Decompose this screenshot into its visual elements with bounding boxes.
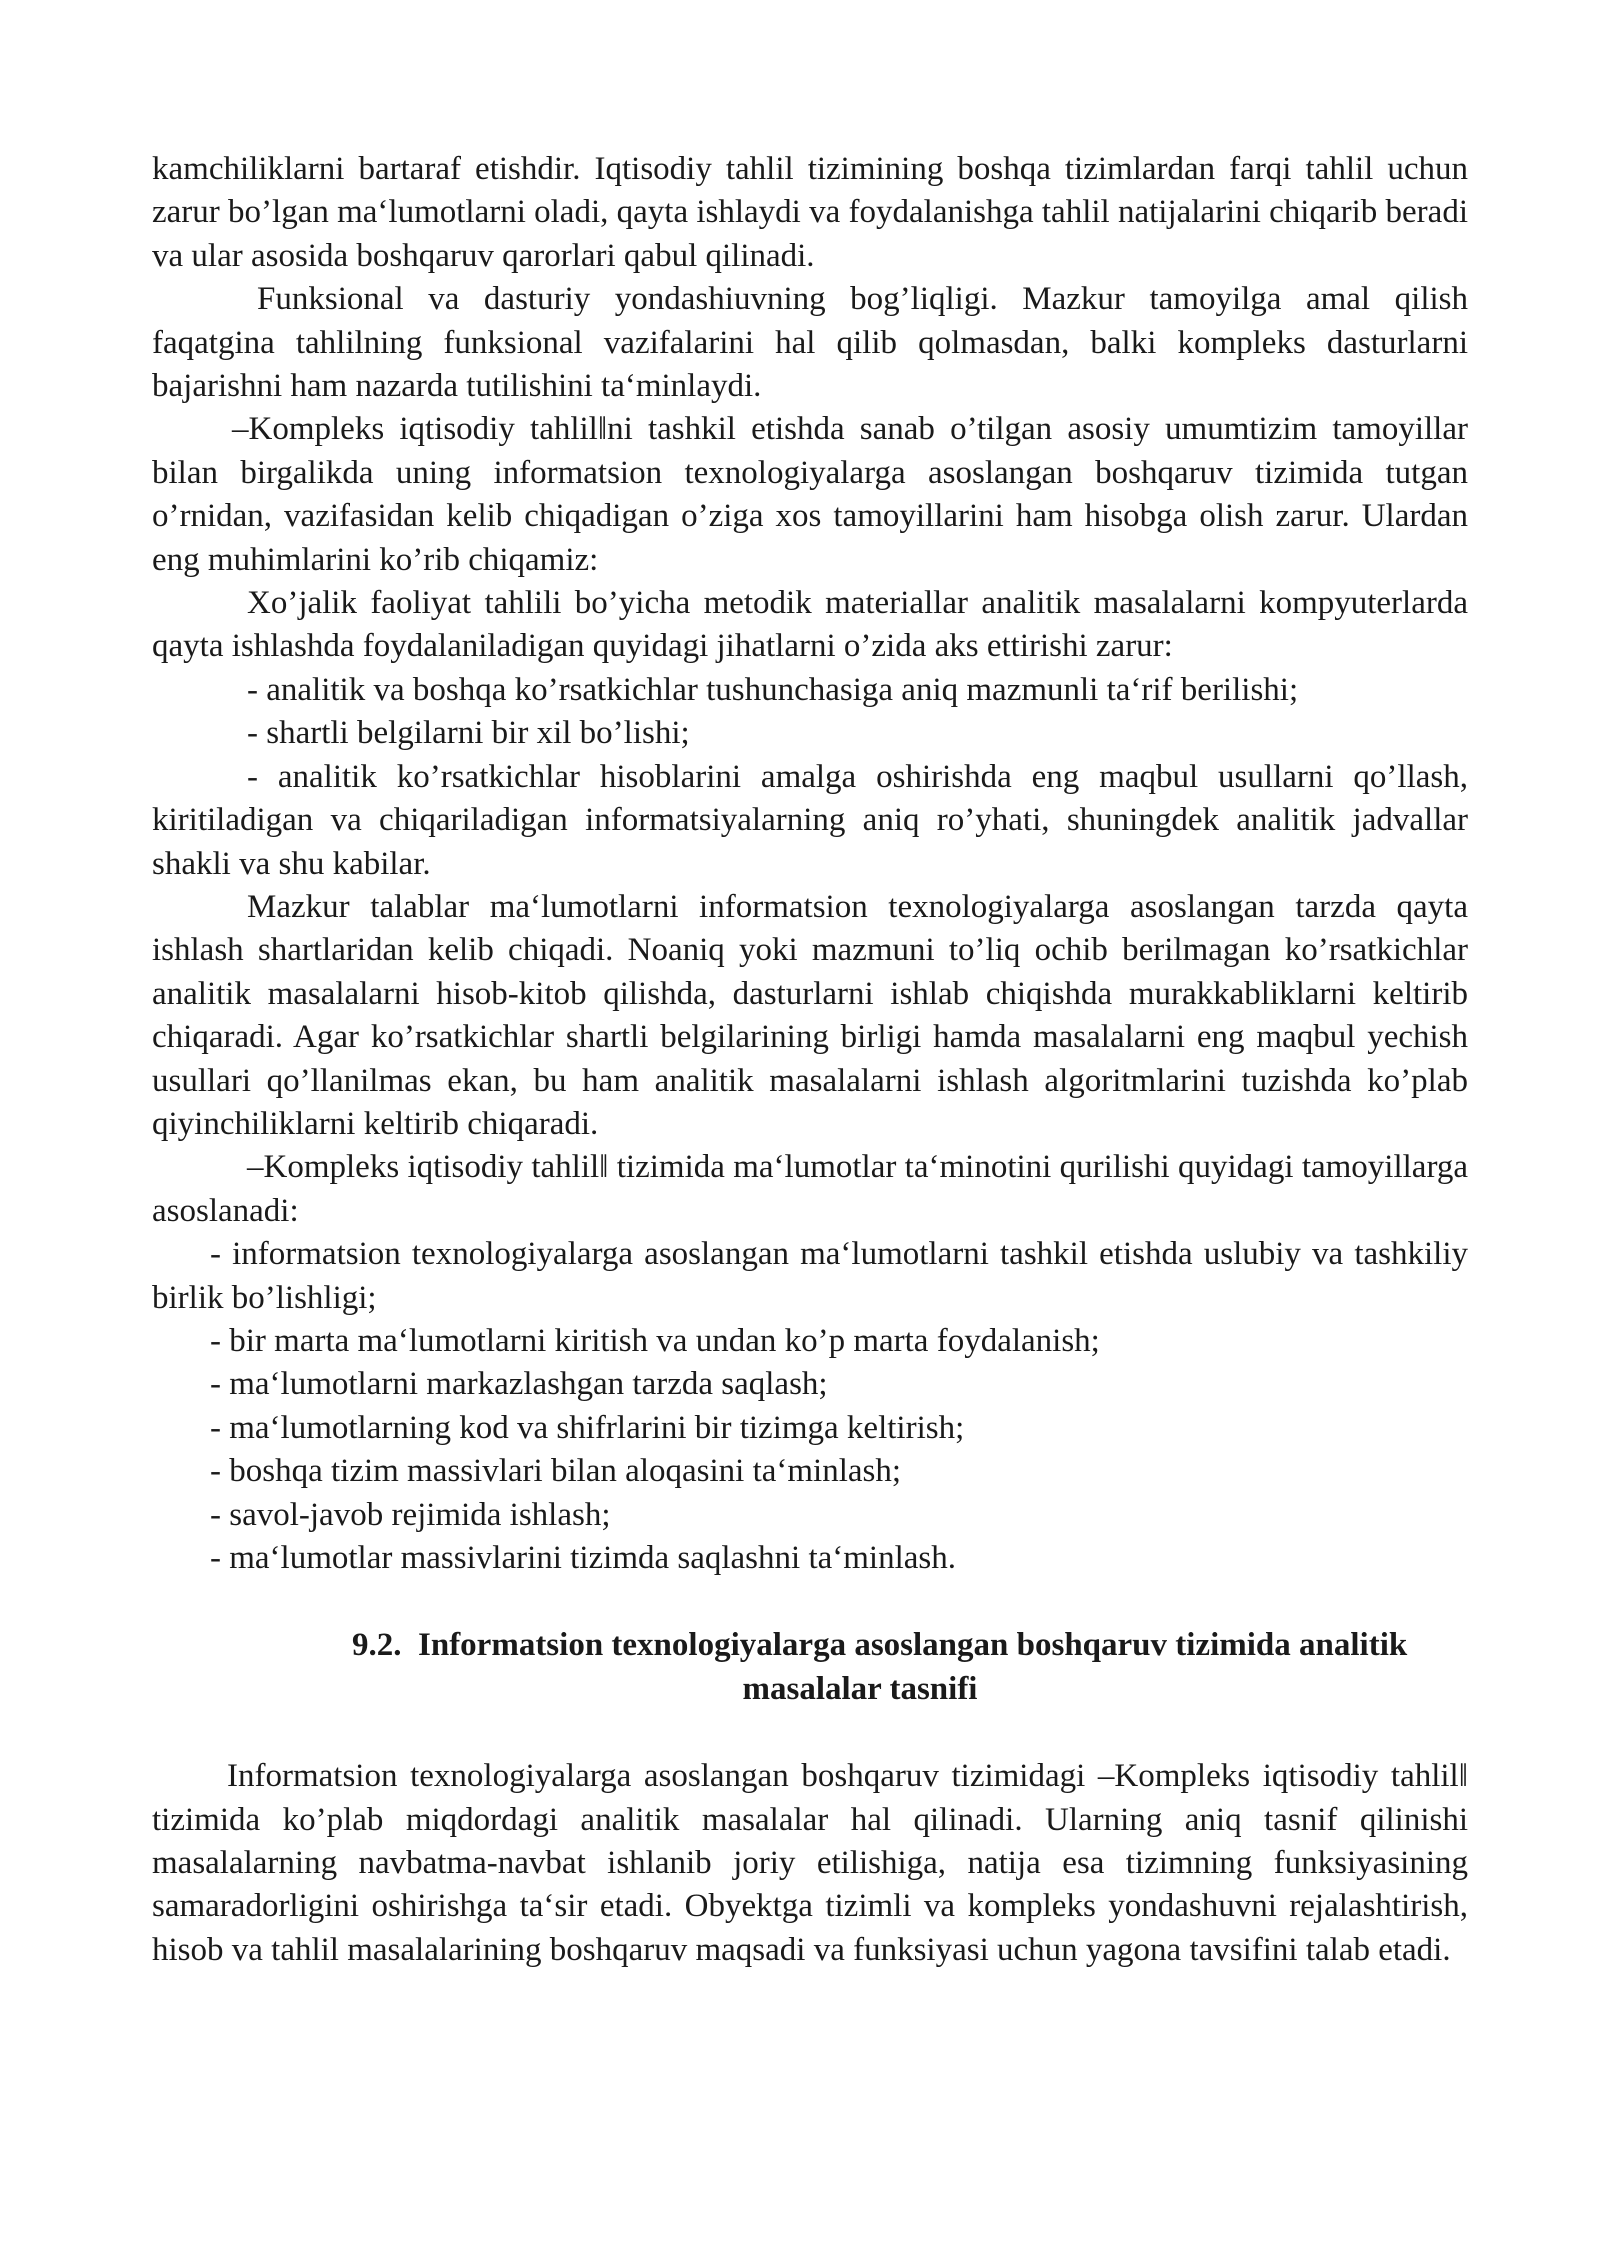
spacer — [152, 1711, 1468, 1755]
list-item: - ma‘lumotlarni markazlashgan tarzda saqlash; — [210, 1366, 828, 1403]
spacer — [152, 1580, 1468, 1624]
paragraph: Funksional va dasturiy yondashiuvning bog’liqligi. Mazkur tamoyilga amal qilish faqatgina tahlilning funksional vazifalarini hal qilib qolmasdan, balki kompleks dasturlarni bajarishni ham nazarda tutilishini ta‘minlaydi. — [152, 281, 1468, 405]
list-item: - savol-javob rejimida ishlash; — [210, 1496, 611, 1533]
document-page — [152, 148, 1468, 1972]
list-item: - analitik ko’rsatkichlar hisoblarini amalga oshirishda eng maqbul usullarni qo’llash, kiritiladigan va chiqariladigan informatsiyalarning aniq ro’yhati, shuningdek analitik jadvallar shakli va shu kabilar. — [152, 758, 1468, 882]
paragraph: –Kompleks iqtisodiy tahlil‖ni tashkil etishda sanab o’tilgan asosiy umumtizim tamoyillar bilan birgalikda uning informatsion texnologiyalarga asoslangan boshqaruv tizimida tutgan o’rnidan, vazifasidan kelib chiqadigan o’ziga xos tamoyillarini ham hisobga olish zarur. Ulardan eng muhimlarini ko’rib chiqamiz: — [152, 411, 1468, 578]
section-title-line1: Informatsion texnologiyalarga asoslangan boshqaruv tizimida analitik — [418, 1627, 1408, 1664]
paragraph: Informatsion texnologiyalarga asoslangan boshqaruv tizimidagi –Kompleks iqtisodiy tahlil‖ tizimida ko’plab miqdordagi analitik masalalar hal qilinadi. Ularning aniq tasnif qilinishi masalalarning navbatma-navbat ishlanib joriy etilishiga, natija esa tizimning funksiyasining samaradorligini oshirishga ta‘sir etadi. Obyektga tizimli va kompleks yondashuvni rejalashtirish, hisob va tahlil masalalarining boshqaruv maqsadi va funksiyasi uchun yagona tavsifini talab etadi. — [152, 1758, 1468, 1968]
list-item: - boshqa tizim massivlari bilan aloqasini ta‘minlash; — [210, 1453, 902, 1490]
list-item: - shartli belgilarni bir xil bo’lishi; — [247, 715, 690, 752]
list-item: - bir marta ma‘lumotlarni kiritish va undan ko’p marta foydalanish; — [210, 1322, 1100, 1359]
section-heading — [152, 1624, 1468, 1711]
section-heading-line1 — [252, 1624, 1468, 1667]
paragraph: Xo’jalik faoliyat tahlili bo’yicha metodik materiallar analitik masalalarni kompyuterlarda qayta ishlashda foydalaniladigan quyidagi jihatlarni o’zida aks ettirishi zarur: — [152, 585, 1468, 665]
list-item: - ma‘lumotlarning kod va shifrlarini bir tizimga keltirish; — [210, 1409, 965, 1446]
section-number: 9.2. — [352, 1627, 402, 1664]
paragraph: –Kompleks iqtisodiy tahlil‖ tizimida ma‘lumotlar ta‘minotini qurilishi quyidagi tamoyillarga asoslanadi: — [152, 1149, 1468, 1229]
list-item: - informatsion texnologiyalarga asoslangan ma‘lumotlarni tashkil etishda uslubiy va tashkiliy birlik bo’lishligi; — [152, 1236, 1468, 1316]
paragraph: kamchiliklarni bartaraf etishdir. Iqtisodiy tahlil tizimining boshqa tizimlardan farqi tahlil uchun zarur bo’lgan ma‘lumotlarni oladi, qayta ishlaydi va foydalanishga tahlil natijalarini chiqarib beradi va ular asosida boshqaruv qarorlari qabul qilinadi. — [152, 151, 1468, 274]
list-item: - analitik va boshqa ko’rsatkichlar tushunchasiga aniq mazmunli ta‘rif berilishi; — [247, 671, 1299, 708]
paragraph: Mazkur talablar ma‘lumotlarni informatsion texnologiyalarga asoslangan tarzda qayta ishlash shartlaridan kelib chiqadi. Noaniq yoki mazmuni to’liq ochib berilmagan ko’rsatkichlar analitik masalalarni hisob-kitob qilishda, dasturlarni ishlab chiqishda murakkabliklarni keltirib chiqaradi. Agar ko’rsatkichlar shartli belgilarining birligi hamda masalalarni eng maqbul yechish usullari qo’llanilmas ekan, bu ham analitik masalalarni ishlash algoritmlarini tuzishda ko’plab qiyinchiliklarni keltirib chiqaradi. — [152, 888, 1468, 1142]
section-title-line2: masalalar tasnifi — [742, 1670, 978, 1707]
list-item: - ma‘lumotlar massivlarini tizimda saqlashni ta‘minlash. — [210, 1540, 956, 1576]
